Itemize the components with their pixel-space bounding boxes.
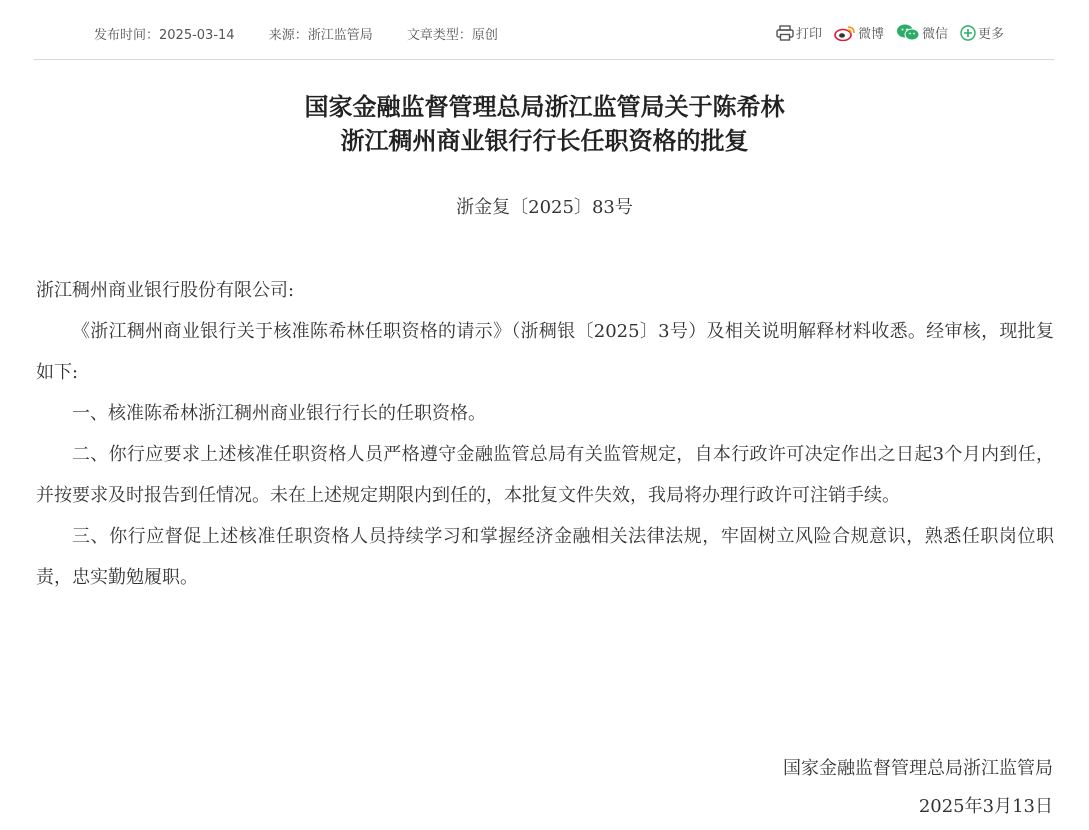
wechat-label: 微信 xyxy=(921,27,948,42)
signature-block xyxy=(783,750,1053,826)
title-line-1: 国家金融监督管理总局浙江监管局关于陈希林 xyxy=(304,93,785,121)
printer-icon xyxy=(776,25,794,41)
wechat-icon xyxy=(896,24,920,41)
issue-date: 2025年3月13日 xyxy=(918,796,1053,817)
article-type: 文章类型：原创 xyxy=(406,28,498,43)
more-share-button[interactable] xyxy=(960,23,1004,42)
weibo-label: 微博 xyxy=(857,27,884,42)
body-paragraph: 三、你行应督促上述核准任职资格人员持续学习和掌握经济金融相关法律法规，牢固树立风险合规意识，熟悉任职岗位职责，忠实勤勉履职。 xyxy=(36,526,1054,588)
body-paragraph: 《浙江稠州商业银行关于核准陈希林任职资格的请示》（浙稠银〔2025〕3号）及相关说明解释材料收悉。经审核，现批复如下: xyxy=(36,321,1054,383)
document-number: 浙金复〔2025〕83号 xyxy=(456,197,633,218)
body-paragraph: 一、核准陈希林浙江稠州商业银行行长的任职资格。 xyxy=(72,403,486,424)
publish-time: 发布时间：2025-03-14 xyxy=(94,28,235,43)
plus-circle-icon xyxy=(960,25,976,41)
wechat-share-button[interactable] xyxy=(896,23,948,42)
title-line-2: 浙江稠州商业银行行长任职资格的批复 xyxy=(340,127,749,155)
issuing-organization: 国家金融监督管理总局浙江监管局 xyxy=(783,758,1053,779)
salutation: 浙江稠州商业银行股份有限公司: xyxy=(36,280,295,301)
article-body xyxy=(36,270,1054,598)
print-button[interactable] xyxy=(776,23,822,42)
weibo-icon xyxy=(834,25,856,41)
more-label: 更多 xyxy=(977,27,1004,42)
share-toolbar xyxy=(776,23,1004,42)
article-meta-bar xyxy=(34,0,1054,60)
weibo-share-button[interactable] xyxy=(834,23,884,42)
article-meta-info xyxy=(94,24,528,43)
article-title xyxy=(0,90,1089,158)
body-paragraph: 二、你行应要求上述核准任职资格人员严格遵守金融监管总局有关监管规定，自本行政许可决定作出之日起3个月内到任，并按要求及时报告到任情况。未在上述规定期限内到任的，本批复文件失效，我局将办理行政许可注销手续。 xyxy=(36,444,1054,506)
print-label: 打印 xyxy=(795,27,822,42)
article-source: 来源：浙江监管局 xyxy=(268,28,373,43)
